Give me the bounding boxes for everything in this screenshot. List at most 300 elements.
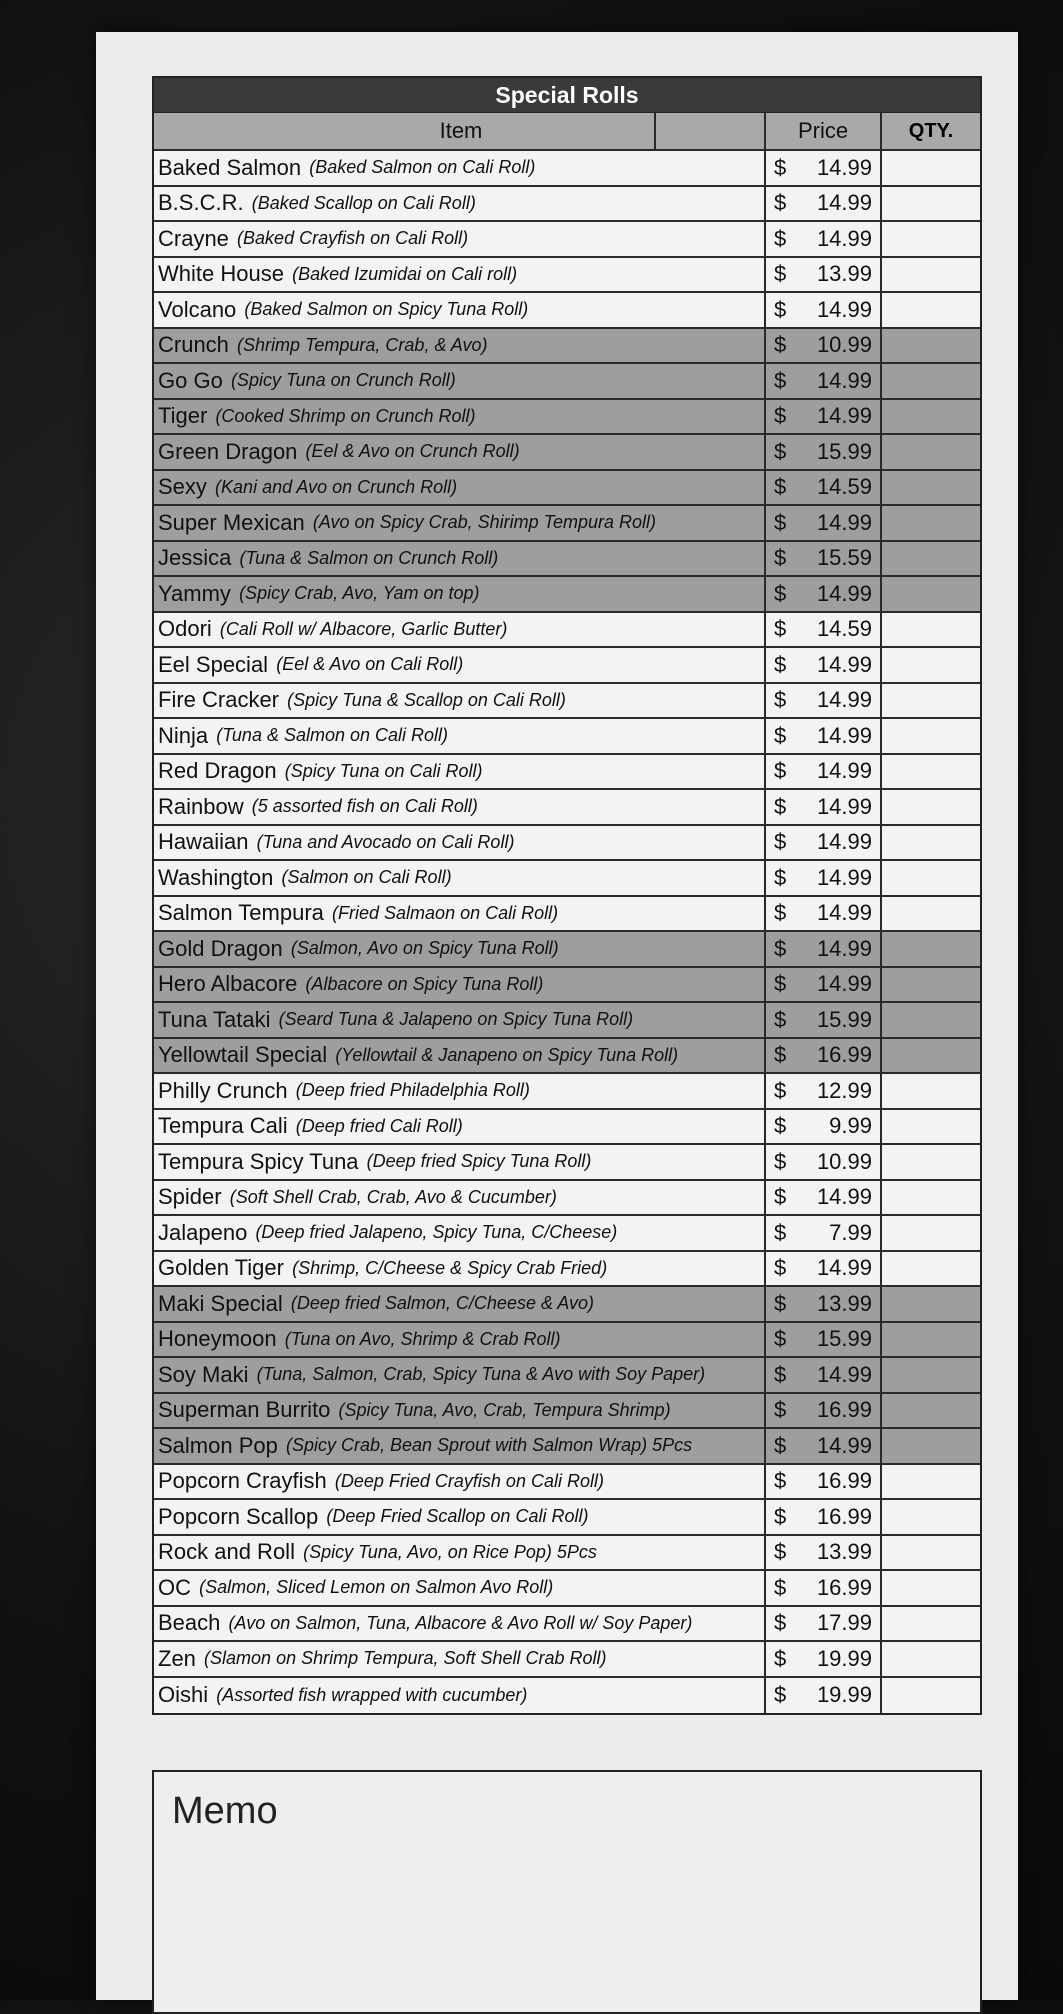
currency-symbol: $ bbox=[774, 1468, 787, 1494]
item-description: (Tuna & Salmon on Cali Roll) bbox=[216, 725, 449, 746]
item-name: OC bbox=[158, 1574, 191, 1600]
table-row bbox=[154, 506, 980, 542]
price-value: 14.99 bbox=[816, 864, 872, 890]
item-name: Soy Maki bbox=[158, 1361, 249, 1387]
table-row bbox=[154, 861, 980, 897]
currency-symbol: $ bbox=[774, 935, 787, 961]
qty-cell[interactable] bbox=[882, 1110, 980, 1144]
item-cell bbox=[154, 151, 766, 185]
price-value: 19.99 bbox=[816, 1645, 872, 1671]
currency-symbol: $ bbox=[774, 793, 787, 819]
table-row bbox=[154, 1500, 980, 1536]
item-description: (Eel & Avo on Crunch Roll) bbox=[305, 441, 520, 462]
price-value: 17.99 bbox=[816, 1610, 872, 1636]
qty-cell[interactable] bbox=[882, 577, 980, 611]
price-cell bbox=[766, 151, 882, 185]
qty-cell[interactable] bbox=[882, 1252, 980, 1286]
qty-column-header: QTY. bbox=[908, 119, 954, 142]
price-value: 14.99 bbox=[816, 651, 872, 677]
qty-cell[interactable] bbox=[882, 1536, 980, 1570]
table-row bbox=[154, 187, 980, 223]
item-description: (Fried Salmaon on Cali Roll) bbox=[332, 902, 559, 923]
table-row bbox=[154, 1429, 980, 1465]
price-cell bbox=[766, 1536, 882, 1570]
item-name: Hawaiian bbox=[158, 829, 249, 855]
item-name: Tiger bbox=[158, 403, 208, 429]
item-description: (Spicy Tuna on Crunch Roll) bbox=[230, 370, 456, 391]
currency-symbol: $ bbox=[774, 190, 787, 216]
price-value: 14.99 bbox=[816, 829, 872, 855]
qty-cell[interactable] bbox=[882, 435, 980, 469]
price-cell bbox=[766, 1003, 882, 1037]
price-value: 14.59 bbox=[816, 616, 872, 642]
price-cell bbox=[766, 435, 882, 469]
memo-label: Memo bbox=[172, 1790, 278, 1832]
table-row bbox=[154, 329, 980, 365]
price-value: 16.99 bbox=[816, 1468, 872, 1494]
price-value: 14.99 bbox=[816, 971, 872, 997]
table-row bbox=[154, 1252, 980, 1288]
price-value: 14.99 bbox=[816, 935, 872, 961]
currency-symbol: $ bbox=[774, 1077, 787, 1103]
item-name: Tuna Tataki bbox=[158, 1006, 271, 1032]
item-description: (Spicy Crab, Avo, Yam on top) bbox=[239, 583, 480, 604]
qty-cell[interactable] bbox=[882, 1465, 980, 1499]
qty-cell[interactable] bbox=[882, 932, 980, 966]
table-row bbox=[154, 932, 980, 968]
price-cell bbox=[766, 1216, 882, 1250]
qty-cell[interactable] bbox=[882, 755, 980, 789]
price-value: 14.99 bbox=[816, 367, 872, 393]
price-cell bbox=[766, 1145, 882, 1179]
item-cell bbox=[154, 1465, 766, 1499]
price-cell bbox=[766, 471, 882, 505]
price-cell bbox=[766, 1607, 882, 1641]
item-name: Oishi bbox=[158, 1682, 209, 1708]
qty-cell[interactable] bbox=[882, 648, 980, 682]
currency-symbol: $ bbox=[774, 651, 787, 677]
price-value: 14.99 bbox=[816, 1361, 872, 1387]
item-cell bbox=[154, 1642, 766, 1676]
qty-cell[interactable] bbox=[882, 790, 980, 824]
item-name: Maki Special bbox=[158, 1290, 283, 1316]
item-description: (Tuna & Salmon on Crunch Roll) bbox=[239, 547, 499, 568]
table-row bbox=[154, 471, 980, 507]
item-name: Philly Crunch bbox=[158, 1077, 288, 1103]
item-description: (Deep fried Salmon, C/Cheese & Avo) bbox=[290, 1293, 594, 1314]
table-row bbox=[154, 826, 980, 862]
price-cell bbox=[766, 364, 882, 398]
price-value: 12.99 bbox=[816, 1077, 872, 1103]
item-cell bbox=[154, 790, 766, 824]
qty-cell[interactable] bbox=[882, 1571, 980, 1605]
item-description: (Cali Roll w/ Albacore, Garlic Butter) bbox=[219, 618, 508, 639]
table-row bbox=[154, 1607, 980, 1643]
price-cell bbox=[766, 1323, 882, 1357]
qty-cell[interactable] bbox=[882, 1145, 980, 1179]
item-name: Volcano bbox=[158, 296, 237, 322]
item-cell bbox=[154, 861, 766, 895]
item-cell bbox=[154, 1358, 766, 1392]
price-cell bbox=[766, 861, 882, 895]
table-row bbox=[154, 1571, 980, 1607]
qty-cell[interactable] bbox=[882, 968, 980, 1002]
item-cell bbox=[154, 1252, 766, 1286]
price-cell bbox=[766, 293, 882, 327]
price-value: 13.99 bbox=[816, 1539, 872, 1565]
qty-cell[interactable] bbox=[882, 1323, 980, 1357]
item-description: (Baked Izumidai on Cali roll) bbox=[292, 263, 518, 284]
price-cell bbox=[766, 1074, 882, 1108]
currency-symbol: $ bbox=[774, 1539, 787, 1565]
item-description: (Avo on Salmon, Tuna, Albacore & Avo Roll w/ Soy Paper) bbox=[228, 1612, 693, 1633]
item-name: Zen bbox=[158, 1645, 196, 1671]
item-description: (Eel & Avo on Cali Roll) bbox=[276, 654, 464, 675]
table-row bbox=[154, 1465, 980, 1501]
item-cell bbox=[154, 1394, 766, 1428]
item-cell bbox=[154, 719, 766, 753]
item-description: (Deep fried Spicy Tuna Roll) bbox=[366, 1151, 592, 1172]
table-row bbox=[154, 1181, 980, 1217]
price-cell bbox=[766, 1110, 882, 1144]
price-cell bbox=[766, 790, 882, 824]
price-value: 13.99 bbox=[816, 1290, 872, 1316]
item-cell bbox=[154, 1571, 766, 1605]
price-cell bbox=[766, 222, 882, 256]
item-cell bbox=[154, 435, 766, 469]
item-name: Sexy bbox=[158, 474, 207, 500]
item-cell bbox=[154, 648, 766, 682]
qty-cell[interactable] bbox=[882, 506, 980, 540]
currency-symbol: $ bbox=[774, 900, 787, 926]
special-rolls-table bbox=[152, 76, 982, 1715]
price-value: 16.99 bbox=[816, 1042, 872, 1068]
price-cell bbox=[766, 1571, 882, 1605]
table-row bbox=[154, 613, 980, 649]
qty-cell[interactable] bbox=[882, 613, 980, 647]
item-description: (Albacore on Spicy Tuna Roll) bbox=[305, 973, 544, 994]
item-description: (Assorted fish wrapped with cucumber) bbox=[216, 1684, 528, 1705]
price-cell bbox=[766, 968, 882, 1002]
qty-cell[interactable] bbox=[882, 1607, 980, 1641]
item-description: (Spicy Tuna, Avo, on Rice Pop) 5Pcs bbox=[303, 1541, 597, 1562]
price-cell bbox=[766, 1465, 882, 1499]
item-name: Green Dragon bbox=[158, 438, 298, 464]
table-row bbox=[154, 400, 980, 436]
currency-symbol: $ bbox=[774, 580, 787, 606]
item-description: (Baked Scallop on Cali Roll) bbox=[251, 192, 476, 213]
item-name: Jessica bbox=[158, 545, 232, 571]
qty-cell[interactable] bbox=[882, 1074, 980, 1108]
currency-symbol: $ bbox=[774, 545, 787, 571]
item-cell bbox=[154, 577, 766, 611]
table-row bbox=[154, 542, 980, 578]
qty-cell[interactable] bbox=[882, 1394, 980, 1428]
price-value: 15.99 bbox=[816, 1006, 872, 1032]
price-cell bbox=[766, 187, 882, 221]
price-column-header: Price bbox=[766, 113, 882, 149]
item-name: Crunch bbox=[158, 332, 229, 358]
item-cell bbox=[154, 471, 766, 505]
price-cell bbox=[766, 1678, 882, 1714]
currency-symbol: $ bbox=[774, 722, 787, 748]
price-value: 14.99 bbox=[816, 1432, 872, 1458]
item-description: (Tuna and Avocado on Cali Roll) bbox=[256, 831, 515, 852]
item-description: (Salmon, Sliced Lemon on Salmon Avo Roll) bbox=[199, 1577, 554, 1598]
price-cell bbox=[766, 755, 882, 789]
item-description: (5 assorted fish on Cali Roll) bbox=[251, 796, 478, 817]
item-name: Crayne bbox=[158, 225, 229, 251]
memo-box[interactable] bbox=[152, 1770, 982, 2014]
item-description: (Soft Shell Crab, Crab, Avo & Cucumber) bbox=[229, 1186, 557, 1207]
item-cell bbox=[154, 1181, 766, 1215]
item-name: Beach bbox=[158, 1610, 221, 1636]
currency-symbol: $ bbox=[774, 225, 787, 251]
table-row bbox=[154, 648, 980, 684]
item-description: (Shrimp, C/Cheese & Spicy Crab Fried) bbox=[292, 1257, 608, 1278]
currency-symbol: $ bbox=[774, 1219, 787, 1245]
item-name: Tempura Spicy Tuna bbox=[158, 1148, 359, 1174]
table-row bbox=[154, 1642, 980, 1678]
price-value: 13.99 bbox=[816, 261, 872, 287]
item-name: Odori bbox=[158, 616, 212, 642]
table-row bbox=[154, 435, 980, 471]
table-row bbox=[154, 968, 980, 1004]
table-row bbox=[154, 1358, 980, 1394]
item-cell bbox=[154, 1074, 766, 1108]
price-cell bbox=[766, 1039, 882, 1073]
qty-cell[interactable] bbox=[882, 151, 980, 185]
currency-symbol: $ bbox=[774, 829, 787, 855]
price-value: 14.99 bbox=[816, 225, 872, 251]
table-row bbox=[154, 1678, 980, 1714]
price-cell bbox=[766, 577, 882, 611]
price-cell bbox=[766, 613, 882, 647]
price-cell bbox=[766, 258, 882, 292]
table-row bbox=[154, 258, 980, 294]
item-name: Honeymoon bbox=[158, 1326, 277, 1352]
price-cell bbox=[766, 400, 882, 434]
qty-cell[interactable] bbox=[882, 258, 980, 292]
table-row bbox=[154, 897, 980, 933]
item-description: (Seard Tuna & Jalapeno on Spicy Tuna Roll) bbox=[278, 1009, 634, 1030]
qty-cell[interactable] bbox=[882, 1429, 980, 1463]
item-name: Go Go bbox=[158, 367, 223, 393]
item-cell bbox=[154, 364, 766, 398]
qty-cell[interactable] bbox=[882, 1678, 980, 1714]
price-value: 14.99 bbox=[816, 154, 872, 180]
table-row bbox=[154, 1003, 980, 1039]
qty-cell[interactable] bbox=[882, 1358, 980, 1392]
qty-cell[interactable] bbox=[882, 364, 980, 398]
currency-symbol: $ bbox=[774, 1610, 787, 1636]
table-row bbox=[154, 1536, 980, 1572]
price-value: 14.99 bbox=[816, 1255, 872, 1281]
item-cell bbox=[154, 613, 766, 647]
item-name: Superman Burrito bbox=[158, 1397, 331, 1423]
price-cell bbox=[766, 897, 882, 931]
currency-symbol: $ bbox=[774, 1432, 787, 1458]
qty-cell[interactable] bbox=[882, 826, 980, 860]
price-cell bbox=[766, 719, 882, 753]
item-cell bbox=[154, 293, 766, 327]
item-name: Washington bbox=[158, 864, 274, 890]
price-value: 7.99 bbox=[829, 1219, 872, 1245]
item-description: (Deep Fried Scallop on Cali Roll) bbox=[326, 1506, 589, 1527]
price-value: 14.99 bbox=[816, 509, 872, 535]
currency-symbol: $ bbox=[774, 616, 787, 642]
table-row bbox=[154, 293, 980, 329]
price-value: 14.99 bbox=[816, 722, 872, 748]
price-cell bbox=[766, 1642, 882, 1676]
item-name: Gold Dragon bbox=[158, 935, 283, 961]
price-cell bbox=[766, 1181, 882, 1215]
currency-symbol: $ bbox=[774, 1006, 787, 1032]
qty-cell[interactable] bbox=[882, 400, 980, 434]
qty-cell[interactable] bbox=[882, 1287, 980, 1321]
table-row bbox=[154, 222, 980, 258]
qty-cell[interactable] bbox=[882, 719, 980, 753]
price-value: 14.99 bbox=[816, 296, 872, 322]
item-cell bbox=[154, 1003, 766, 1037]
qty-cell[interactable] bbox=[882, 329, 980, 363]
item-name: Eel Special bbox=[158, 651, 269, 677]
item-cell bbox=[154, 968, 766, 1002]
qty-cell[interactable] bbox=[882, 897, 980, 931]
table-row bbox=[154, 790, 980, 826]
qty-cell[interactable] bbox=[882, 542, 980, 576]
price-value: 10.99 bbox=[816, 332, 872, 358]
price-cell bbox=[766, 329, 882, 363]
price-value: 14.99 bbox=[816, 580, 872, 606]
qty-cell[interactable] bbox=[882, 1500, 980, 1534]
price-value: 19.99 bbox=[816, 1682, 872, 1708]
item-cell bbox=[154, 506, 766, 540]
price-value: 14.99 bbox=[816, 793, 872, 819]
qty-cell[interactable] bbox=[882, 684, 980, 718]
item-description: (Shrimp Tempura, Crab, & Avo) bbox=[237, 334, 488, 355]
item-description: (Baked Salmon on Cali Roll) bbox=[309, 157, 536, 178]
currency-symbol: $ bbox=[774, 971, 787, 997]
item-description: (Kani and Avo on Crunch Roll) bbox=[215, 476, 458, 497]
item-name: Baked Salmon bbox=[158, 154, 302, 180]
price-value: 14.99 bbox=[816, 687, 872, 713]
qty-cell[interactable] bbox=[882, 222, 980, 256]
item-cell bbox=[154, 826, 766, 860]
currency-symbol: $ bbox=[774, 1042, 787, 1068]
item-cell bbox=[154, 1500, 766, 1534]
item-name: Rainbow bbox=[158, 793, 244, 819]
item-name: Jalapeno bbox=[158, 1219, 248, 1245]
item-cell bbox=[154, 258, 766, 292]
item-name: B.S.C.R. bbox=[158, 190, 244, 216]
price-cell bbox=[766, 648, 882, 682]
price-value: 10.99 bbox=[816, 1148, 872, 1174]
price-value: 14.99 bbox=[816, 190, 872, 216]
currency-symbol: $ bbox=[774, 261, 787, 287]
item-cell bbox=[154, 400, 766, 434]
currency-symbol: $ bbox=[774, 864, 787, 890]
item-description: (Slamon on Shrimp Tempura, Soft Shell Crab Roll) bbox=[204, 1648, 607, 1669]
item-name: Yellowtail Special bbox=[158, 1042, 328, 1068]
table-row bbox=[154, 1074, 980, 1110]
item-cell bbox=[154, 1429, 766, 1463]
currency-symbol: $ bbox=[774, 1184, 787, 1210]
qty-cell[interactable] bbox=[882, 1181, 980, 1215]
item-description: (Deep fried Cali Roll) bbox=[295, 1115, 463, 1136]
item-cell bbox=[154, 932, 766, 966]
item-cell bbox=[154, 1536, 766, 1570]
qty-cell[interactable] bbox=[882, 293, 980, 327]
qty-cell[interactable] bbox=[882, 187, 980, 221]
currency-symbol: $ bbox=[774, 758, 787, 784]
qty-cell[interactable] bbox=[882, 471, 980, 505]
table-row bbox=[154, 1039, 980, 1075]
item-cell bbox=[154, 1039, 766, 1073]
currency-symbol: $ bbox=[774, 1255, 787, 1281]
price-cell bbox=[766, 542, 882, 576]
currency-symbol: $ bbox=[774, 1113, 787, 1139]
item-cell bbox=[154, 1287, 766, 1321]
price-cell bbox=[766, 506, 882, 540]
currency-symbol: $ bbox=[774, 1326, 787, 1352]
price-cell bbox=[766, 1500, 882, 1534]
item-name: Yammy bbox=[158, 580, 231, 606]
price-value: 14.99 bbox=[816, 1184, 872, 1210]
item-description: (Cooked Shrimp on Crunch Roll) bbox=[215, 405, 476, 426]
currency-symbol: $ bbox=[774, 1397, 787, 1423]
item-cell bbox=[154, 1678, 766, 1714]
price-value: 14.59 bbox=[816, 474, 872, 500]
item-name: Rock and Roll bbox=[158, 1539, 295, 1565]
item-cell bbox=[154, 684, 766, 718]
price-value: 15.99 bbox=[816, 1326, 872, 1352]
item-description: (Spicy Tuna & Scallop on Cali Roll) bbox=[287, 689, 566, 710]
item-cell bbox=[154, 755, 766, 789]
table-row bbox=[154, 1287, 980, 1323]
item-cell bbox=[154, 1607, 766, 1641]
currency-symbol: $ bbox=[774, 1148, 787, 1174]
item-name: White House bbox=[158, 261, 284, 287]
currency-symbol: $ bbox=[774, 1290, 787, 1316]
qty-cell[interactable] bbox=[882, 1003, 980, 1037]
item-cell bbox=[154, 1216, 766, 1250]
table-row bbox=[154, 1216, 980, 1252]
qty-cell[interactable] bbox=[882, 1642, 980, 1676]
qty-cell[interactable] bbox=[882, 1216, 980, 1250]
table-row bbox=[154, 1145, 980, 1181]
table-body bbox=[154, 151, 980, 1713]
item-description: (Tuna on Avo, Shrimp & Crab Roll) bbox=[284, 1328, 561, 1349]
price-value: 15.59 bbox=[816, 545, 872, 571]
currency-symbol: $ bbox=[774, 154, 787, 180]
item-column-header: Item bbox=[154, 113, 766, 149]
item-description: (Tuna, Salmon, Crab, Spicy Tuna & Avo with Soy Paper) bbox=[256, 1364, 706, 1385]
item-description: (Yellowtail & Janapeno on Spicy Tuna Roll) bbox=[335, 1044, 679, 1065]
currency-symbol: $ bbox=[774, 1361, 787, 1387]
item-cell bbox=[154, 222, 766, 256]
item-name: Fire Cracker bbox=[158, 687, 280, 713]
qty-cell[interactable] bbox=[882, 861, 980, 895]
item-cell bbox=[154, 329, 766, 363]
price-cell bbox=[766, 684, 882, 718]
table-row bbox=[154, 151, 980, 187]
table-row bbox=[154, 719, 980, 755]
item-name: Red Dragon bbox=[158, 758, 277, 784]
price-cell bbox=[766, 1252, 882, 1286]
qty-cell[interactable] bbox=[882, 1039, 980, 1073]
price-value: 14.99 bbox=[816, 758, 872, 784]
